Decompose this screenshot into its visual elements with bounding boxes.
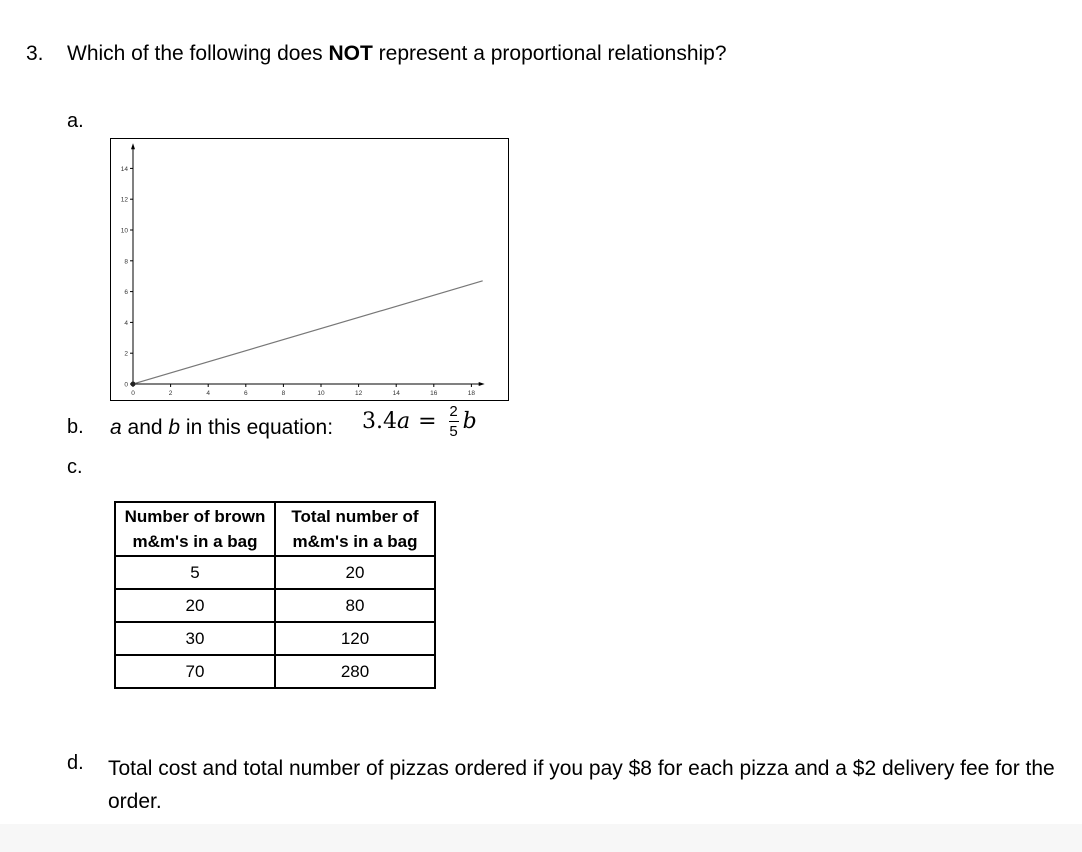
equation-left-var: a bbox=[397, 409, 411, 434]
question-text bbox=[67, 42, 727, 66]
x-tick-label: 4 bbox=[206, 390, 211, 397]
table-header-row bbox=[115, 502, 435, 556]
y-tick-label: 10 bbox=[120, 227, 128, 235]
equation-denominator: 5 bbox=[449, 423, 458, 440]
table-cell: 20 bbox=[275, 556, 435, 589]
table-cell: 280 bbox=[275, 655, 435, 688]
x-tick-label: 18 bbox=[467, 390, 476, 397]
x-tick-label: 10 bbox=[317, 390, 325, 397]
equation-fraction bbox=[449, 404, 459, 439]
graph-frame bbox=[111, 139, 509, 401]
equation-right-var: b bbox=[462, 409, 477, 434]
x-tick-label: 0 bbox=[131, 390, 135, 397]
y-tick-label: 8 bbox=[124, 258, 128, 266]
question-text-bold: NOT bbox=[328, 42, 373, 65]
table-header-total: Total number of m&m's in a bag bbox=[275, 502, 435, 556]
y-tick-label: 12 bbox=[120, 196, 128, 204]
option-c-table bbox=[114, 501, 436, 689]
question-number: 3. bbox=[26, 42, 44, 65]
equation-numerator: 2 bbox=[449, 403, 458, 420]
option-b-var-a: a bbox=[110, 416, 122, 439]
table-cell: 20 bbox=[115, 589, 275, 622]
x-tick-label: 8 bbox=[281, 390, 286, 397]
option-b-rest: in this equation: bbox=[180, 416, 334, 439]
y-tick-label: 0 bbox=[124, 381, 128, 389]
y-tick-label: 2 bbox=[124, 350, 128, 358]
table-cell: 70 bbox=[115, 655, 275, 688]
question-text-after: represent a proportional relationship? bbox=[372, 42, 727, 65]
equation-equals: = bbox=[418, 409, 437, 434]
x-tick-label: 16 bbox=[430, 390, 438, 397]
option-a-label: a. bbox=[67, 110, 84, 132]
x-tick-label: 12 bbox=[354, 390, 363, 397]
table-cell: 120 bbox=[275, 622, 435, 655]
table-cell: 5 bbox=[115, 556, 275, 589]
table-row bbox=[115, 556, 435, 589]
y-tick-label: 6 bbox=[124, 289, 128, 297]
option-b-text bbox=[110, 416, 333, 440]
table-header-brown: Number of brown m&m's in a bag bbox=[115, 502, 275, 556]
option-d-text: Total cost and total number of pizzas ordered if you pay $8 for each pizza and a $2 delivery fee for the order. bbox=[108, 757, 1055, 813]
option-a-graph bbox=[110, 138, 510, 402]
question-text-before: Which of the following does bbox=[67, 42, 329, 65]
table-cell: 80 bbox=[275, 589, 435, 622]
page-bottom-edge bbox=[0, 824, 1082, 852]
table-cell: 30 bbox=[115, 622, 275, 655]
option-b-label: b. bbox=[67, 416, 84, 438]
option-b-and: and bbox=[121, 416, 169, 439]
table-row bbox=[115, 655, 435, 688]
y-tick-label: 4 bbox=[124, 319, 128, 327]
table-row bbox=[115, 622, 435, 655]
table-row bbox=[115, 589, 435, 622]
origin-point bbox=[131, 382, 136, 387]
x-tick-label: 14 bbox=[392, 390, 400, 397]
equation-left-number: 3.4 bbox=[362, 409, 397, 434]
option-b-equation bbox=[362, 404, 477, 439]
x-tick-label: 6 bbox=[243, 390, 248, 397]
option-b-var-b: b bbox=[168, 416, 181, 439]
option-c-label: c. bbox=[67, 456, 83, 478]
x-tick-label: 2 bbox=[168, 390, 173, 397]
fraction-bar bbox=[449, 421, 459, 422]
y-tick-label: 14 bbox=[120, 165, 128, 173]
option-d-label: d. bbox=[67, 752, 84, 774]
